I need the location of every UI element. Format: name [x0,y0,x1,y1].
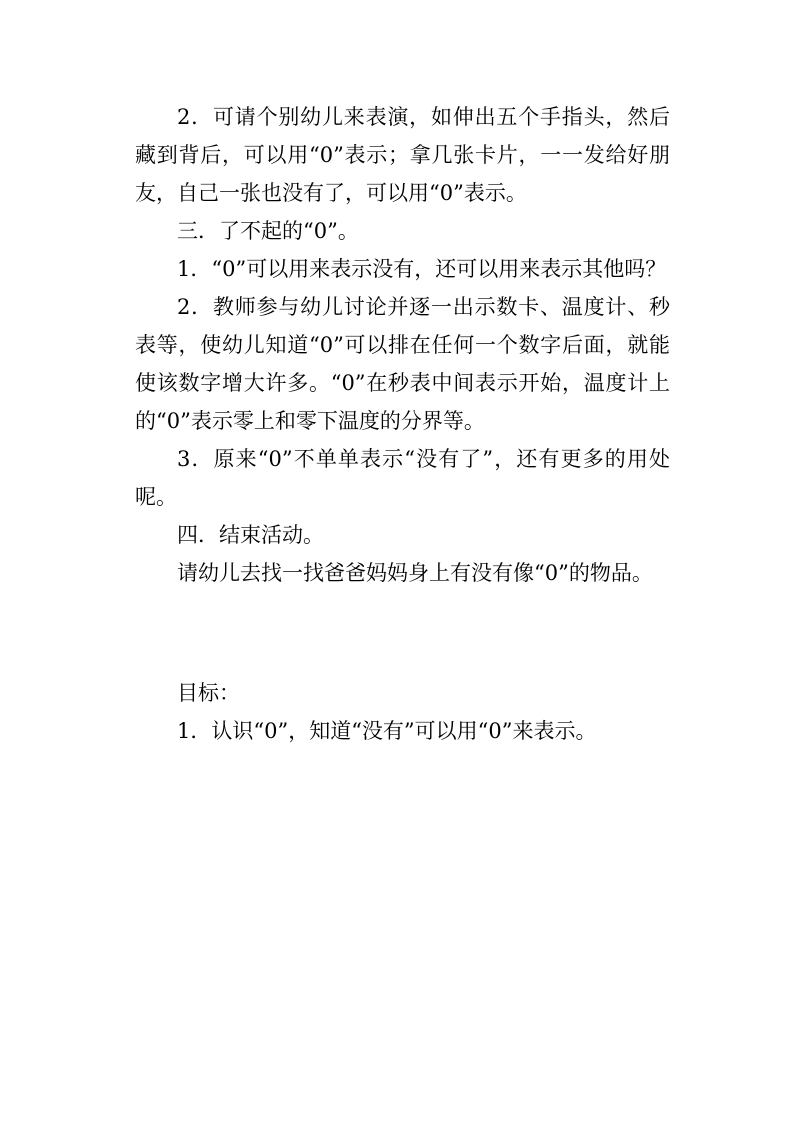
section-heading-amazing-zero: 三．了不起的“0”。 [177,219,359,243]
section-heading-end-activity: 四．结束活动。 [177,523,324,547]
paragraph-homework: 请幼儿去找一找爸爸妈妈身上有没有像“0”的物品。 [177,561,653,585]
paragraph-more-uses: 3．原来“0”不单单表示“没有了”，还有更多的用处呢。 [135,447,670,509]
paragraph-question-other-uses: 1．“0”可以用来表示没有，还可以用来表示其他吗？ [177,257,667,281]
paragraph-performance-example: 2．可请个别幼儿来表演，如伸出五个手指头，然后藏到背后，可以用“0”表示；拿几张卡片，一一发给好朋友，自己一张也没有了，可以用“0”表示。 [135,105,670,205]
document-page [135,98,670,750]
heading-goals: 目标： [177,681,240,705]
section-gap [135,592,670,674]
paragraph-goal-one: 1．认识“0”，知道“没有”可以用“0”来表示。 [177,719,597,743]
paragraph-teacher-discussion: 2．教师参与幼儿讨论并逐一出示数卡、温度计、秒表等，使幼儿知道“0”可以排在任何一个数字后面，就能使该数字增大许多。“0”在秒表中间表示开始，温度计上的“0”表示零上和零下温度的分界等。 [135,295,670,433]
